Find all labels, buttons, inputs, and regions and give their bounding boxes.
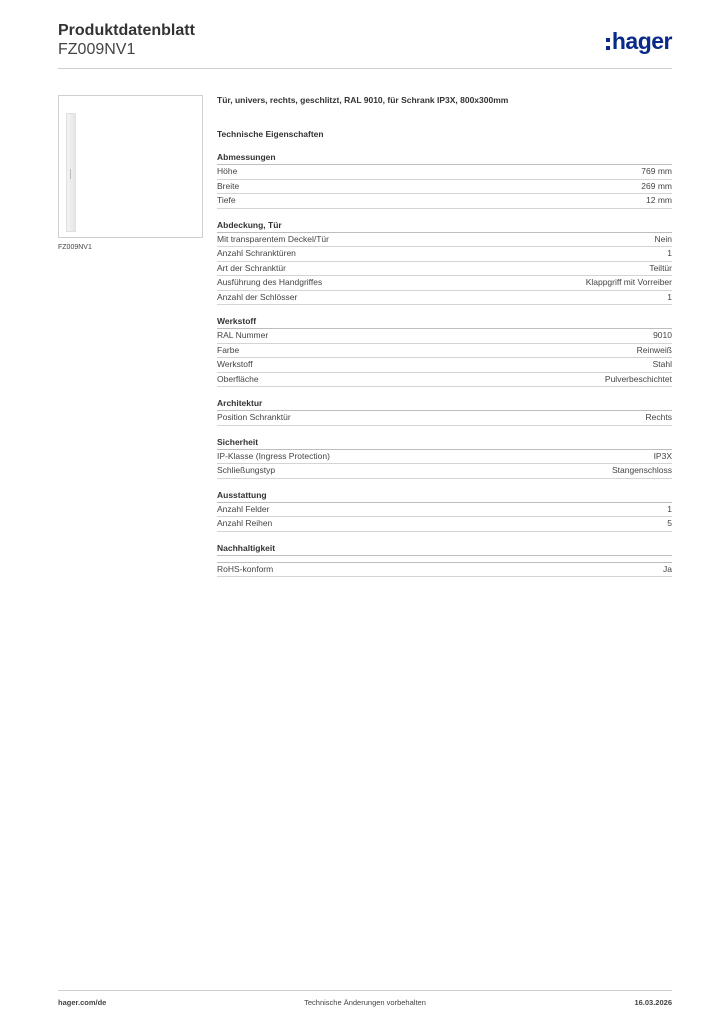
spec-label: Breite xyxy=(217,180,240,191)
page-title: Produktdatenblatt xyxy=(58,22,195,39)
spec-label: Farbe xyxy=(217,344,240,355)
page-header xyxy=(58,20,672,68)
spec-label: RoHS-konform xyxy=(217,563,274,574)
spec-value: 1 xyxy=(667,248,672,258)
spec-label: Anzahl Felder xyxy=(217,503,270,514)
spec-label: Position Schranktür xyxy=(217,412,291,422)
spec-group-title: Ausstattung xyxy=(217,490,672,503)
footer-date: 16.03.2026 xyxy=(634,998,672,1007)
spec-value: 1 xyxy=(667,503,672,514)
product-image xyxy=(58,95,203,238)
hager-logo xyxy=(606,28,672,55)
spec-row xyxy=(217,329,672,344)
spec-row xyxy=(217,358,672,373)
spec-group xyxy=(217,316,672,387)
spec-row xyxy=(217,450,672,465)
spec-row xyxy=(217,180,672,195)
spec-value: Nein xyxy=(654,233,672,244)
spec-row xyxy=(217,344,672,359)
spec-row xyxy=(217,517,672,532)
spec-row xyxy=(217,233,672,248)
spec-label: Oberfläche xyxy=(217,373,259,384)
spec-label: Höhe xyxy=(217,166,238,176)
spec-group xyxy=(217,152,672,209)
spec-value: Teiltür xyxy=(649,262,672,273)
spec-content xyxy=(217,95,672,588)
spec-label: Anzahl Reihen xyxy=(217,518,273,528)
spec-value: Stangenschloss xyxy=(611,465,672,475)
spec-group-title: Architektur xyxy=(217,398,672,411)
spec-label: Werkstoff xyxy=(217,359,253,369)
section-title: Technische Eigenschaften xyxy=(217,129,324,139)
spec-value: Stahl xyxy=(652,359,672,369)
spec-group-spacer xyxy=(217,556,672,563)
spec-label: Tiefe xyxy=(217,195,236,205)
product-code: FZ009NV1 xyxy=(58,41,136,58)
spec-group xyxy=(217,490,672,532)
spec-value: Ja xyxy=(663,563,672,574)
spec-group-title: Werkstoff xyxy=(217,316,672,329)
spec-label: Mit transparentem Deckel/Tür xyxy=(217,233,329,244)
product-description: Tür, univers, rechts, geschlitzt, RAL 9010, für Schrank IP3X, 800x300mm xyxy=(217,95,509,105)
spec-row xyxy=(217,276,672,291)
spec-row xyxy=(217,262,672,277)
spec-row xyxy=(217,411,672,426)
spec-label: IP-Klasse (Ingress Protection) xyxy=(217,450,330,461)
spec-value: IP3X xyxy=(653,450,672,461)
door-illustration xyxy=(66,113,76,232)
spec-value: Pulverbeschichtet xyxy=(604,373,672,384)
door-handle-icon xyxy=(70,169,71,179)
spec-value: 1 xyxy=(667,291,672,302)
image-caption: FZ009NV1 xyxy=(58,244,92,251)
spec-group xyxy=(217,437,672,479)
logo-text: hager xyxy=(611,28,672,54)
spec-value: Klappgriff mit Vorreiber xyxy=(585,277,672,287)
spec-row xyxy=(217,563,672,578)
spec-row xyxy=(217,291,672,306)
footer-divider xyxy=(58,990,672,991)
spec-row xyxy=(217,464,672,479)
spec-group xyxy=(217,543,672,578)
spec-label: Anzahl Schranktüren xyxy=(217,248,296,258)
spec-row xyxy=(217,194,672,209)
spec-group-title: Abmessungen xyxy=(217,152,672,165)
spec-group-title: Abdeckung, Tür xyxy=(217,220,672,233)
spec-group xyxy=(217,398,672,426)
spec-label: Anzahl der Schlösser xyxy=(217,291,298,302)
spec-group-title: Sicherheit xyxy=(217,437,672,450)
spec-label: Ausführung des Handgriffes xyxy=(217,277,323,287)
spec-value: 269 mm xyxy=(641,180,672,191)
spec-label: RAL Nummer xyxy=(217,330,269,340)
spec-value: 9010 xyxy=(653,330,672,340)
spec-group-title: Nachhaltigkeit xyxy=(217,543,672,556)
spec-row xyxy=(217,247,672,262)
spec-row xyxy=(217,373,672,388)
logo-dots-icon xyxy=(606,38,610,50)
spec-value: 5 xyxy=(667,518,672,528)
spec-group xyxy=(217,220,672,306)
spec-label: Schließungstyp xyxy=(217,465,276,475)
spec-label: Art der Schranktür xyxy=(217,262,286,273)
spec-value: 12 mm xyxy=(646,195,672,205)
spec-value: 769 mm xyxy=(641,166,672,176)
spec-value: Reinweiß xyxy=(636,344,672,355)
spec-row xyxy=(217,165,672,180)
spec-row xyxy=(217,503,672,518)
footer-website[interactable]: hager.com/de xyxy=(58,998,107,1007)
footer-disclaimer: Technische Änderungen vorbehalten xyxy=(304,998,426,1007)
header-divider xyxy=(58,68,672,69)
spec-value: Rechts xyxy=(645,412,672,422)
spec-groups xyxy=(217,152,672,577)
